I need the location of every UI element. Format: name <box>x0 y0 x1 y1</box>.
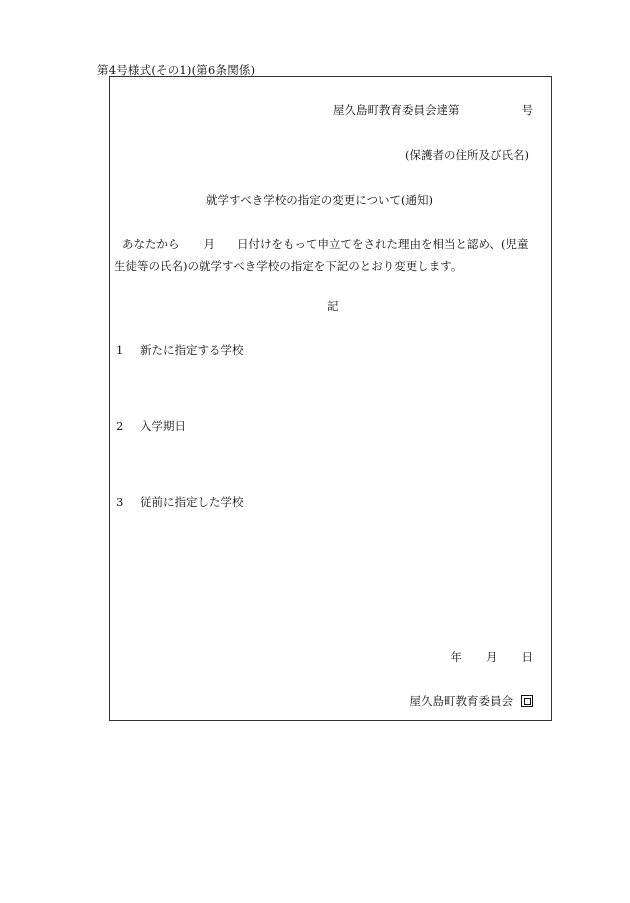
item-new-school <box>116 343 244 357</box>
item-label: 入学期日 <box>140 419 186 433</box>
date-day: 日 <box>521 650 533 664</box>
body-line-1-month: 月 <box>203 237 215 251</box>
ki-heading: 記 <box>327 299 339 313</box>
item-label: 従前に指定した学校 <box>140 495 244 509</box>
item-number: 3 <box>116 495 124 509</box>
addressee: (保護者の住所及び氏名) <box>405 148 529 162</box>
item-label: 新たに指定する学校 <box>140 343 244 357</box>
item-entry-date <box>116 419 186 433</box>
item-number: 1 <box>116 343 124 357</box>
date-line <box>451 650 534 664</box>
item-number: 2 <box>116 419 124 433</box>
body-line-1 <box>122 237 529 251</box>
date-month: 月 <box>486 650 498 664</box>
body-line-1-lead: あなたから <box>122 237 180 251</box>
item-previous-school <box>116 495 244 509</box>
date-year: 年 <box>450 650 462 664</box>
form-label: 第4号様式(その1)(第6条関係) <box>97 63 256 77</box>
body-line-2: 生徒等の氏名)の就学すべき学校の指定を下記のとおり変更します。 <box>114 259 463 273</box>
notice-number-prefix: 屋久島町教育委員会達第 <box>333 103 460 117</box>
notice-subject: 就学すべき学校の指定の変更について(通知) <box>206 193 434 207</box>
sender <box>410 694 534 708</box>
notice-number <box>333 103 533 117</box>
sender-name: 屋久島町教育委員会 <box>409 694 513 708</box>
body-line-1-rest: 日付けをもって申立てをされた理由を相当と認め、(児童 <box>237 237 529 251</box>
seal-icon <box>521 695 533 707</box>
notice-number-suffix: 号 <box>521 103 533 117</box>
notice-frame <box>109 76 552 721</box>
